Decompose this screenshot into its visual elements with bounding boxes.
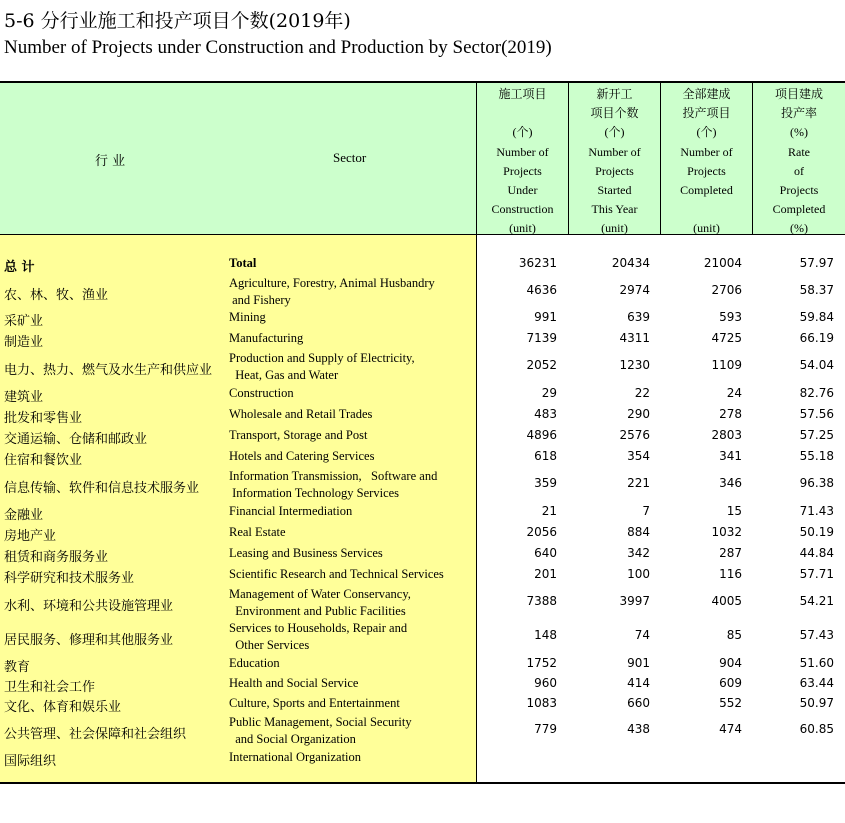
sector-line: Mining [229, 310, 266, 324]
row-sector-en [229, 309, 266, 326]
projects-started: 1230 [619, 358, 650, 372]
projects-under-construction: 21 [541, 504, 557, 518]
sector-line: Education [229, 656, 280, 670]
table-title-en: Number of Projects under Construction and Production by Sector(2019) [4, 37, 552, 58]
header-column [753, 83, 845, 234]
sector-line: Other Services [229, 638, 310, 652]
projects-under-construction: 36231 [518, 256, 557, 270]
sector-line: Manufacturing [229, 331, 304, 345]
projects-started: 7 [642, 504, 650, 518]
sector-line: and Fishery [229, 293, 291, 307]
projects-completed: 24 [726, 386, 742, 400]
header-line: Projects [595, 163, 634, 178]
sector-line: Information Technology Services [229, 486, 400, 500]
projects-completed: 346 [719, 476, 742, 490]
projects-started: 639 [627, 310, 650, 324]
header-sector-en: Sector [333, 150, 367, 165]
table-row [0, 714, 845, 748]
header-line: 项目个数 [590, 106, 639, 121]
projects-started: 884 [627, 525, 650, 539]
projects-completed: 116 [719, 567, 742, 581]
projects-completed: 593 [719, 310, 742, 324]
header-line: Projects [779, 182, 819, 197]
sector-line: Real Estate [229, 525, 286, 539]
header-line: This Year [591, 202, 638, 217]
header-line: (个) [604, 125, 625, 140]
projects-completed: 474 [719, 722, 742, 736]
row-sector-en [229, 524, 286, 541]
row-industry-cn: 批发和零售业 [4, 411, 83, 426]
projects-under-construction: 483 [534, 407, 557, 421]
projects-under-construction: 7139 [526, 331, 557, 345]
row-industry-cn: 居民服务、修理和其他服务业 [4, 633, 174, 648]
header-line: Completed [680, 182, 733, 197]
row-sector-en [229, 503, 352, 520]
projects-under-construction: 29 [541, 386, 557, 400]
sector-line: Management of Water Conservancy, [229, 587, 411, 601]
header-line: (%) [790, 125, 808, 140]
row-industry-cn: 建筑业 [4, 390, 44, 405]
completion-rate: 58.37 [799, 283, 834, 297]
projects-under-construction: 4896 [526, 428, 557, 442]
projects-completed: 4005 [711, 594, 742, 608]
projects-started: 22 [634, 386, 650, 400]
row-industry-cn: 住宿和餐饮业 [4, 453, 83, 468]
completion-rate: 96.38 [799, 476, 834, 490]
completion-rate: 50.97 [799, 696, 834, 710]
row-sector-en [229, 695, 400, 712]
projects-completed: 609 [719, 676, 742, 690]
projects-under-construction: 2056 [526, 525, 557, 539]
completion-rate: 44.84 [799, 546, 834, 560]
row-sector-en [229, 714, 412, 748]
row-industry-cn: 金融业 [4, 508, 44, 523]
sector-line: Financial Intermediation [229, 504, 353, 518]
table-row [0, 427, 845, 447]
header-line: (unit) [601, 221, 628, 236]
table-row [0, 620, 845, 654]
header-line: 施工项目 [498, 87, 547, 101]
projects-completed: 4725 [711, 331, 742, 345]
row-industry-cn: 文化、体育和娱乐业 [4, 700, 122, 715]
completion-rate: 57.56 [799, 407, 834, 421]
table-row [0, 309, 845, 329]
projects-completed: 1032 [711, 525, 742, 539]
row-sector-en [229, 675, 358, 692]
projects-under-construction: 960 [534, 676, 557, 690]
projects-completed: 2706 [711, 283, 742, 297]
table-row [0, 695, 845, 715]
header-line: (unit) [693, 221, 720, 236]
header-line: Rate [788, 144, 810, 159]
completion-rate: 55.18 [799, 449, 834, 463]
header-line [661, 200, 752, 219]
table-row [0, 385, 845, 405]
projects-completed: 2803 [711, 428, 742, 442]
completion-rate: 63.44 [799, 676, 834, 690]
table-row [0, 503, 845, 523]
completion-rate: 50.19 [799, 525, 834, 539]
header-line: Projects [687, 163, 726, 178]
projects-started: 414 [627, 676, 650, 690]
table-row [0, 468, 845, 502]
header-line: (个) [696, 125, 717, 140]
projects-under-construction: 991 [534, 310, 557, 324]
projects-completed: 287 [719, 546, 742, 560]
sector-line: Construction [229, 386, 294, 400]
header-line: 新开工 [596, 87, 633, 101]
projects-completed: 15 [726, 504, 742, 518]
projects-completed: 278 [719, 407, 742, 421]
sector-line: Public Management, Social Security [229, 715, 412, 729]
projects-started: 438 [627, 722, 650, 736]
row-sector-en [229, 545, 383, 562]
projects-completed: 552 [719, 696, 742, 710]
sector-line: Information Transmission, Software and [229, 469, 438, 483]
projects-started: 3997 [619, 594, 650, 608]
header-line: Construction [491, 202, 554, 217]
header-column [569, 83, 660, 234]
projects-under-construction: 779 [534, 722, 557, 736]
header-line: (%) [790, 221, 808, 236]
projects-completed: 85 [726, 628, 742, 642]
table-row [0, 566, 845, 586]
table-row [0, 655, 845, 675]
projects-under-construction: 7388 [526, 594, 557, 608]
table-row [0, 545, 845, 565]
sector-line: Agriculture, Forestry, Animal Husbandry [229, 276, 435, 290]
sector-line: Leasing and Business Services [229, 546, 383, 560]
row-sector-en [229, 586, 411, 620]
row-sector-en [229, 448, 374, 465]
projects-under-construction: 148 [534, 628, 557, 642]
header-line: (个) [512, 125, 533, 140]
header-line: Projects [503, 163, 542, 178]
sector-line: Heat, Gas and Water [229, 368, 339, 382]
projects-under-construction: 359 [534, 476, 557, 490]
table-row [0, 330, 845, 350]
row-sector-en [229, 427, 367, 444]
sector-line: Production and Supply of Electricity, [229, 351, 415, 365]
row-industry-cn: 水利、环境和公共设施管理业 [4, 599, 174, 614]
row-industry-cn: 交通运输、仓储和邮政业 [4, 432, 148, 447]
row-industry-cn: 国际组织 [4, 754, 57, 769]
completion-rate: 59.84 [799, 310, 834, 324]
table-row [0, 350, 845, 384]
header-line: Under [507, 182, 538, 197]
row-industry-cn: 教育 [4, 660, 31, 675]
projects-under-construction: 4636 [526, 283, 557, 297]
projects-started: 221 [627, 476, 650, 490]
sector-line: Environment and Public Facilities [229, 604, 406, 618]
projects-under-construction: 618 [534, 449, 557, 463]
header-line: 投产项目 [682, 106, 731, 121]
projects-started: 4311 [619, 331, 650, 345]
projects-started: 901 [627, 656, 650, 670]
row-industry-cn: 公共管理、社会保障和社会组织 [4, 727, 187, 742]
projects-under-construction: 640 [534, 546, 557, 560]
sector-line: Total [229, 256, 257, 270]
projects-started: 342 [627, 546, 650, 560]
projects-started: 354 [627, 449, 650, 463]
bottom-rule [0, 782, 845, 784]
header-line: Started [597, 182, 632, 197]
completion-rate: 57.25 [799, 428, 834, 442]
projects-completed: 21004 [703, 256, 742, 270]
projects-started: 2576 [619, 428, 650, 442]
completion-rate: 60.85 [799, 722, 834, 736]
row-sector-en [229, 275, 435, 309]
row-industry-cn: 卫生和社会工作 [4, 680, 96, 695]
header-industry-cn: 行 业 [95, 154, 126, 169]
row-sector-en [229, 255, 256, 272]
row-industry-cn: 总 计 [4, 260, 35, 275]
row-sector-en [229, 566, 444, 583]
table-row [0, 586, 845, 620]
row-sector-en [229, 749, 361, 766]
header-line: 投产率 [780, 106, 817, 121]
completion-rate: 57.97 [799, 256, 834, 270]
sector-line: Services to Households, Repair and [229, 621, 408, 635]
header-line: of [794, 163, 804, 178]
table-row [0, 255, 845, 275]
header-line: (unit) [509, 221, 536, 236]
projects-started: 660 [627, 696, 650, 710]
row-industry-cn: 信息传输、软件和信息技术服务业 [4, 481, 200, 496]
projects-completed: 1109 [711, 358, 742, 372]
row-sector-en [229, 655, 280, 672]
header-column [661, 83, 752, 234]
row-sector-en [229, 330, 303, 347]
sector-line: Transport, Storage and Post [229, 428, 368, 442]
projects-started: 2974 [619, 283, 650, 297]
header-line [477, 104, 568, 123]
sector-line: Scientific Research and Technical Services [229, 567, 444, 581]
completion-rate: 54.04 [799, 358, 834, 372]
header-line: 项目建成 [774, 87, 823, 101]
row-industry-cn: 电力、热力、燃气及水生产和供应业 [4, 363, 213, 378]
header-column [477, 83, 568, 234]
completion-rate: 57.43 [799, 628, 834, 642]
completion-rate: 54.21 [799, 594, 834, 608]
header-line: 全部建成 [682, 87, 731, 101]
header-line: Number of [496, 144, 549, 159]
sector-line: Health and Social Service [229, 676, 359, 690]
completion-rate: 71.43 [799, 504, 834, 518]
header-line: Number of [588, 144, 641, 159]
sector-line: Culture, Sports and Entertainment [229, 696, 400, 710]
sector-line: and Social Organization [229, 732, 356, 746]
row-industry-cn: 制造业 [4, 335, 44, 350]
projects-started: 100 [627, 567, 650, 581]
row-industry-cn: 科学研究和技术服务业 [4, 571, 135, 586]
row-sector-en [229, 406, 372, 423]
sector-line: Wholesale and Retail Trades [229, 407, 373, 421]
header-line: Completed [772, 202, 826, 217]
projects-completed: 341 [719, 449, 742, 463]
row-sector-en [229, 385, 294, 402]
projects-under-construction: 2052 [526, 358, 557, 372]
table-row [0, 448, 845, 468]
row-industry-cn: 房地产业 [4, 529, 57, 544]
row-industry-cn: 租赁和商务服务业 [4, 550, 109, 565]
header-line: Number of [680, 144, 733, 159]
table-row [0, 275, 845, 309]
projects-started: 290 [627, 407, 650, 421]
completion-rate: 82.76 [799, 386, 834, 400]
table-title-cn: 5-6 分行业施工和投产项目个数(2019年) [4, 10, 351, 32]
projects-started: 74 [634, 628, 650, 642]
row-sector-en [229, 350, 415, 384]
projects-under-construction: 201 [534, 567, 557, 581]
table-row [0, 675, 845, 695]
table-row [0, 406, 845, 426]
projects-under-construction: 1752 [526, 656, 557, 670]
row-sector-en [229, 620, 407, 654]
completion-rate: 66.19 [799, 331, 834, 345]
row-industry-cn: 采矿业 [4, 314, 44, 329]
projects-completed: 904 [719, 656, 742, 670]
projects-under-construction: 1083 [526, 696, 557, 710]
sector-line: International Organization [229, 750, 362, 764]
sector-line: Hotels and Catering Services [229, 449, 375, 463]
projects-started: 20434 [611, 256, 650, 270]
completion-rate: 51.60 [799, 656, 834, 670]
row-sector-en [229, 468, 437, 502]
completion-rate: 57.71 [799, 567, 834, 581]
table-row [0, 524, 845, 544]
row-industry-cn: 农、林、牧、渔业 [4, 288, 109, 303]
table-row [0, 749, 845, 769]
